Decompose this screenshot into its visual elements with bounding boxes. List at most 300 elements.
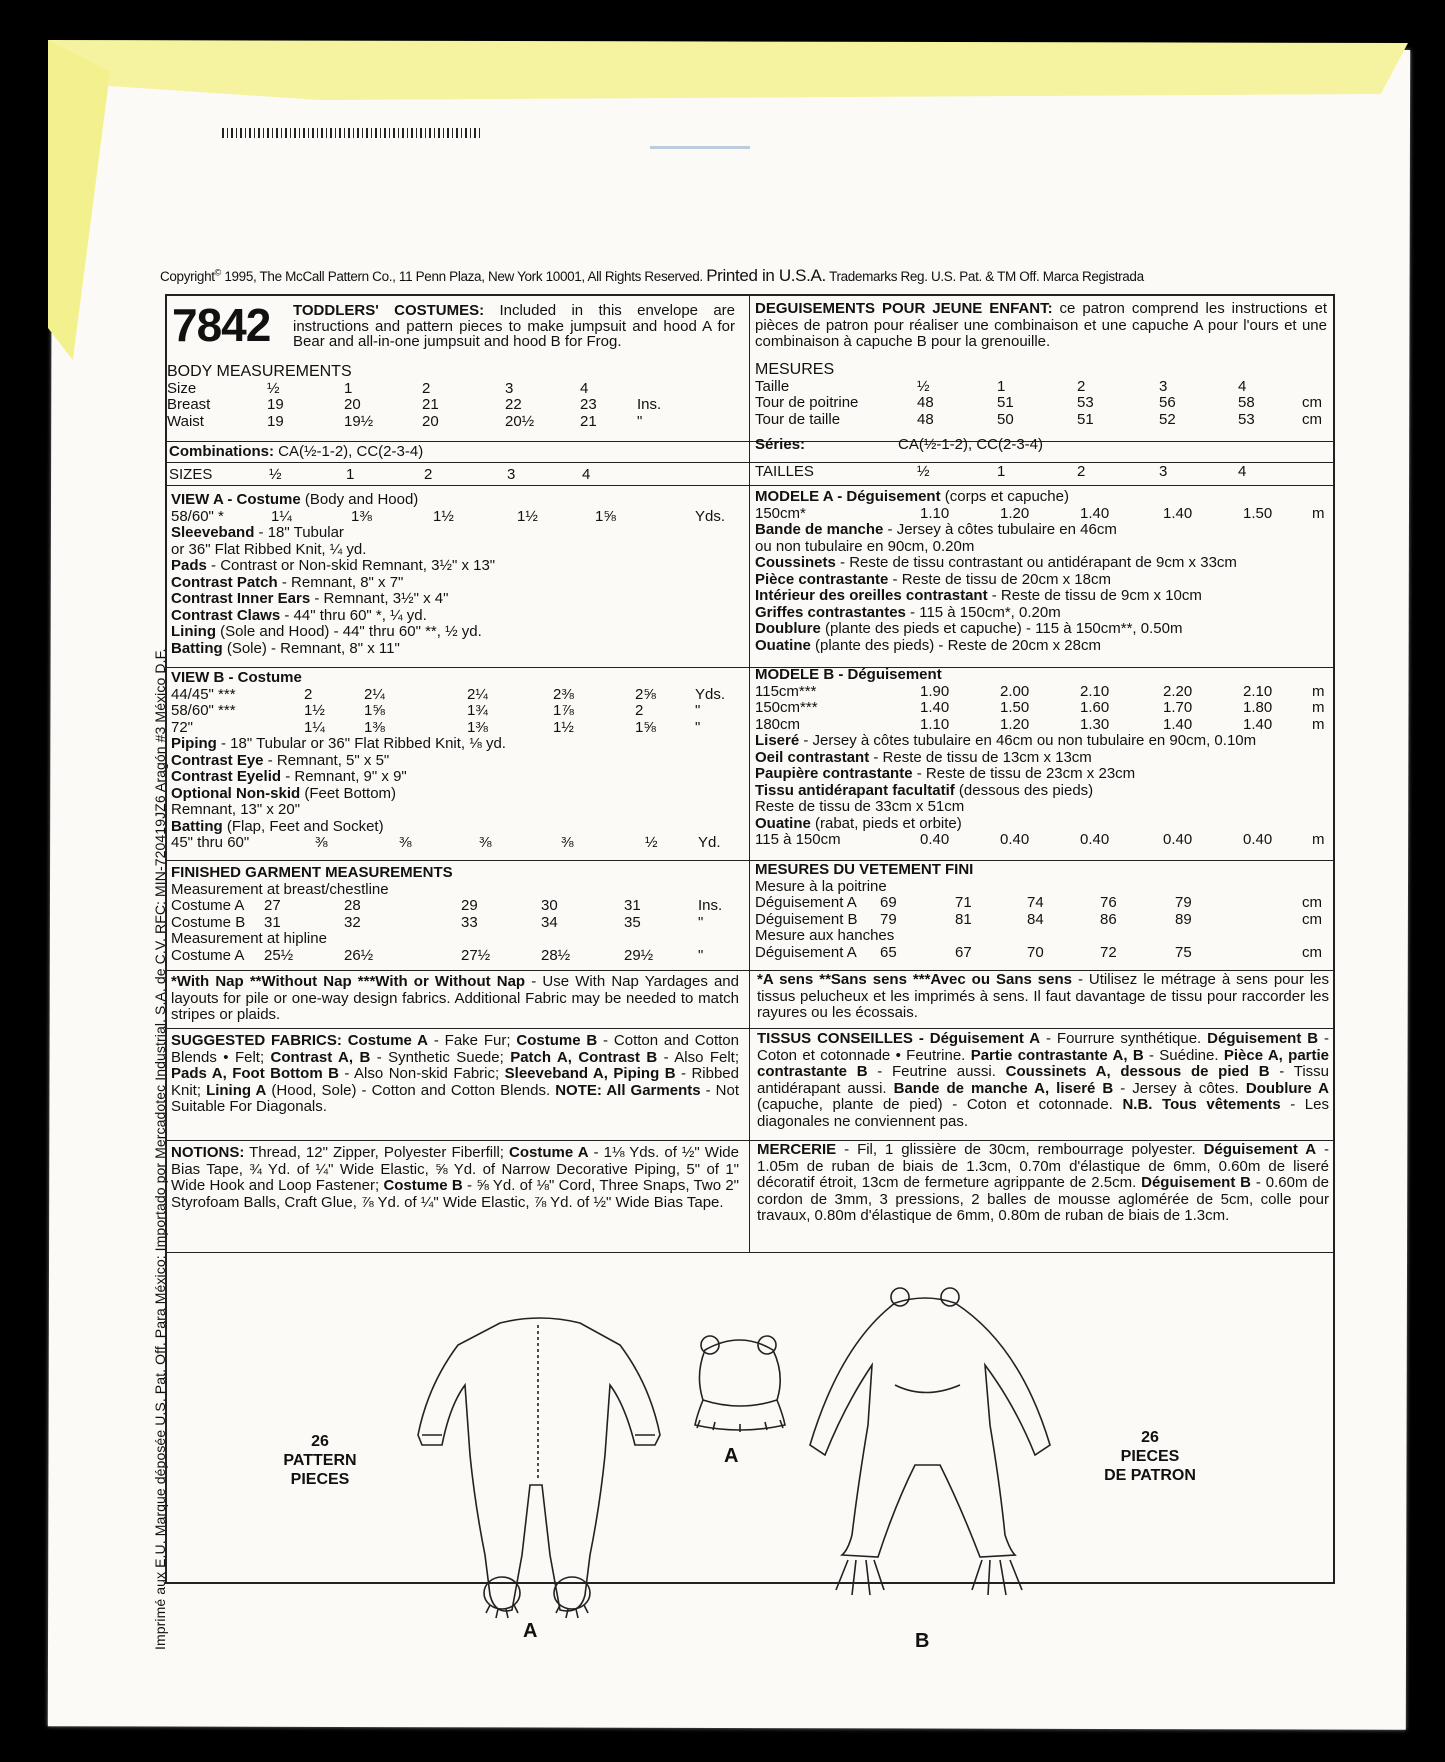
en-nap-bold: *With Nap **Without Nap ***With or Without Nap: [171, 973, 526, 990]
printed-in: Printed in U.S.A.: [706, 266, 826, 285]
table-row: [755, 832, 1330, 849]
en-finished-table2: [171, 948, 746, 965]
fr-modele-b-items: [755, 733, 1330, 832]
table-cell: Déguisement B: [755, 910, 858, 928]
requirement-text: Remnant, 13" x 20": [171, 801, 301, 818]
fr-mesures-label: MESURES: [755, 361, 835, 378]
requirement-line: [171, 591, 746, 608]
table-row: [171, 720, 746, 737]
table-row: [755, 700, 1330, 717]
requirement-line: [171, 819, 746, 836]
table-cell: 3: [1159, 377, 1168, 395]
rule: [165, 485, 1335, 486]
pieces-label-2: PIECES: [290, 1471, 350, 1488]
table-cell: 89: [1175, 910, 1192, 928]
bold-segment: SUGGESTED FABRICS: Costume A: [171, 1032, 428, 1049]
table-cell: 76: [1100, 894, 1117, 911]
bold-segment: Pads A, Foot Bottom B: [171, 1065, 339, 1082]
table-cell: Waist: [167, 412, 204, 430]
en-finished-title: FINISHED GARMENT MEASUREMENTS: [171, 864, 453, 881]
table-cell: Breast: [167, 396, 211, 413]
table-cell: 1.30: [1080, 715, 1110, 733]
table-cell: 3: [505, 379, 514, 397]
fr-modele-a-title: MODELE A - Déguisement: [755, 488, 941, 505]
en-view-b-batting: [171, 835, 746, 852]
text-segment: - Feutrine aussi.: [867, 1063, 1006, 1080]
table-cell: cm: [1302, 894, 1322, 911]
table-cell: 1⅝: [364, 702, 385, 719]
table-cell: Yds.: [695, 507, 726, 525]
table-cell: 51: [1077, 410, 1094, 428]
table-cell: 1⅜: [364, 718, 385, 736]
table-cell: Déguisement A: [755, 943, 857, 961]
bold-segment: N.B. Tous vêtements: [1122, 1096, 1281, 1113]
table-cell: 23: [580, 396, 597, 413]
requirement-label: Contrast Inner Ears: [171, 590, 311, 607]
requirement-line: [171, 786, 746, 803]
table-cell: 1: [997, 463, 1006, 480]
bold-segment: Déguisement A: [1203, 1141, 1317, 1158]
table-cell: 67: [955, 943, 972, 961]
requirement-text: - 18" Tubular: [254, 524, 344, 541]
text-segment: - Ribbed Knit;: [171, 1065, 739, 1099]
requirement-text: - Remnant, 8" x 7": [277, 573, 404, 591]
en-finished: [171, 865, 746, 964]
table-cell: 2: [424, 466, 433, 483]
en-combinations-label: Combinations:: [169, 443, 274, 460]
requirement-text: - Reste de tissu contrastant ou antidérapant de 9cm x 33cm: [835, 554, 1237, 571]
table-cell: 45" thru 60": [171, 834, 250, 851]
table-cell: Ins.: [637, 396, 662, 413]
bold-segment: Costume A: [509, 1144, 589, 1161]
en-nap-note: [171, 974, 739, 1024]
requirement-label: Lining: [171, 623, 216, 640]
table-cell: ⅜: [315, 834, 328, 851]
text-segment: - Also Felt;: [657, 1048, 740, 1066]
requirement-line: [755, 605, 1330, 622]
trademarks: Trademarks Reg. U.S. Pat. & TM Off. Marca Registrada: [829, 269, 1144, 284]
table-cell: 2¼: [467, 685, 488, 703]
bold-segment: Déguisement B: [1141, 1174, 1252, 1191]
fr-nap-text: - Utilisez le métrage à sens pour les tissus pelucheux et les imprimés à sens. Il faut davantage de tissu pour raccorder les rayures ou les écossais.: [757, 971, 1329, 1021]
table-cell: 52: [1159, 410, 1176, 428]
requirement-label: Contrast Patch: [171, 573, 278, 591]
view-a-label: A: [523, 1620, 538, 1642]
text-segment: - Suédine.: [1143, 1046, 1224, 1064]
requirement-line: [755, 572, 1330, 589]
table-cell: 1: [997, 377, 1006, 395]
requirement-line: [755, 638, 1330, 655]
table-cell: m: [1312, 504, 1325, 522]
table-cell: 30: [541, 897, 558, 914]
requirement-label: Doublure: [755, 620, 821, 637]
table-cell: ½: [917, 463, 930, 480]
fr-finished-title: MESURES DU VETEMENT FINI: [755, 861, 974, 878]
table-cell: TAILLES: [755, 463, 814, 480]
requirement-line: [171, 736, 746, 753]
fr-finished-sub2: Mesure aux hanches: [755, 927, 895, 944]
text-segment: - 1.05m de ruban de biais de 1.3cm, 0.70m d'élastique de 6mm, 0.60m de liseré décoratif étroit, 13cm de fermeture agrippante de 2.5cm.: [757, 1141, 1329, 1191]
fr-finished: [755, 862, 1330, 961]
requirement-label: Tissu antidérapant facultatif: [755, 781, 955, 799]
fr-tissus-conseilles: [757, 1031, 1329, 1130]
table-cell: 19: [267, 412, 284, 430]
fr-modele-b: [755, 667, 1330, 849]
requirement-text: ou non tubulaire en 90cm, 0.20m: [755, 537, 975, 555]
en-finished-table1: [171, 898, 746, 931]
table-cell: 1½: [553, 718, 574, 736]
table-cell: 79: [880, 910, 897, 928]
table-cell: 29: [461, 897, 478, 914]
requirement-line: [171, 558, 746, 575]
copyright-line: Copyright© 1995, The McCall Pattern Co., 11 Penn Plaza, New York 10001, All Rights Reserved. Printed in U.S.A. Trademarks Reg. U.S. Pat. & TM Off. Marca Registrada: [160, 266, 1144, 285]
table-cell: cm: [1302, 943, 1322, 961]
requirement-line: [171, 525, 746, 542]
requirement-label: Batting: [171, 639, 223, 657]
requirement-label: Batting: [171, 817, 223, 835]
table-cell: 72: [1100, 943, 1117, 961]
table-cell: 44/45" ***: [171, 685, 236, 703]
table-row: [755, 945, 1330, 962]
table-cell: 1.70: [1163, 699, 1193, 716]
table-cell: 21: [422, 396, 439, 413]
text-segment: - 1⅛ Yds. of ½" Wide Bias Tape, ¾ Yd. of ¼" Wide Elastic, ⅝ Yd. of Narrow Decorative Piping, 5" of 1" Wide Hook and Loop Fastener;: [171, 1144, 739, 1194]
table-cell: 75: [1175, 943, 1192, 961]
pieces-label-fr-2: DE PATRON: [1104, 1467, 1196, 1484]
table-cell: 20: [422, 412, 439, 430]
fr-mesures: [755, 362, 1330, 428]
bold-segment: Contrast A, B: [270, 1048, 371, 1066]
table-cell: 1½: [517, 507, 538, 525]
table-row: [167, 414, 742, 431]
en-notions: [171, 1145, 739, 1211]
table-cell: 1.60: [1080, 699, 1110, 716]
pieces-label-fr-1: PIECES: [1120, 1448, 1180, 1465]
en-view-a-items: [171, 525, 746, 657]
table-cell: Taille: [755, 377, 790, 395]
table-cell: cm: [1302, 394, 1322, 411]
table-row: [167, 397, 742, 414]
table-cell: ⅜: [399, 834, 412, 851]
table-cell: 72": [171, 718, 194, 736]
requirement-label: Oeil contrastant: [755, 748, 870, 766]
table-cell: Tour de taille: [755, 410, 841, 428]
table-cell: Costume A: [171, 897, 245, 914]
en-body-table: [167, 381, 742, 431]
table-cell: 4: [580, 379, 589, 397]
table-cell: 20½: [505, 412, 535, 430]
requirement-text: - Reste de tissu de 20cm x 18cm: [888, 570, 1111, 588]
bold-segment: TISSUS CONSEILLES - Déguisement A: [757, 1030, 1041, 1047]
requirement-label: Contrast Eyelid: [171, 768, 282, 785]
table-cell: ": [698, 913, 704, 931]
fr-nap-bold: *A sens **Sans sens ***Avec ou Sans sens: [757, 971, 1072, 988]
table-cell: 81: [955, 910, 972, 928]
bold-segment: Doublure A: [1245, 1079, 1329, 1097]
requirement-label: Liseré: [755, 732, 800, 749]
table-cell: 1⅝: [635, 718, 656, 736]
view-b-label: B: [915, 1630, 930, 1652]
table-row: [171, 898, 746, 915]
fr-modele-b-batting: [755, 832, 1330, 849]
table-cell: 50: [997, 410, 1014, 428]
fr-finished-sub1: Mesure à la poitrine: [755, 877, 887, 895]
en-view-b: [171, 670, 746, 852]
fr-finished-table2: [755, 945, 1330, 962]
requirement-label: Paupière contrastante: [755, 765, 913, 782]
requirement-line: [755, 539, 1330, 556]
en-suggested-fabrics: [171, 1033, 739, 1116]
side-import-text: Imprimé aux E.U. Marque déposée U.S. Pat. Off. Para México: Importado por Mercadotec Industrial, S.A. de C.V. RFC: MIN-720419JZ6 Aragón #3 México D.F.: [152, 648, 168, 1650]
table-cell: ⅜: [561, 834, 574, 851]
table-row: [171, 509, 746, 526]
fr-title-bold: DEGUISEMENTS POUR JEUNE ENFANT:: [755, 300, 1053, 317]
requirement-label: Bande de manche: [755, 521, 884, 538]
table-cell: m: [1312, 831, 1325, 848]
en-view-b-yardage: [171, 687, 746, 737]
requirement-line: [171, 608, 746, 625]
table-cell: 2: [1077, 377, 1086, 395]
text-segment: - Fil, 1 glissière de 30cm, rembourrage polyester.: [836, 1141, 1204, 1158]
table-cell: 150cm*: [755, 504, 806, 522]
yellow-tape: [48, 40, 1408, 100]
requirement-text: (plante des pieds et capuche) - 115 à 150cm**, 0.50m: [820, 620, 1183, 637]
en-body-measurements: [167, 364, 742, 430]
requirement-line: [755, 766, 1330, 783]
en-view-a-yardage: [171, 509, 746, 526]
table-cell: ½: [917, 377, 930, 395]
fr-tailles-row: [755, 464, 1330, 481]
table-cell: 1¾: [467, 702, 488, 719]
text-segment: - Tissu antidérapant aussi.: [757, 1063, 1329, 1097]
table-cell: 1.50: [1243, 504, 1273, 522]
text-segment: - 0.60m de cordon de 3mm, 3 pressions, 2 balles de mousse aglomérée de 5cm, colle pour travaux, 0.80m d'élastique de 6mm, 0.80m de ruban de biais de 1.3cm.: [757, 1174, 1329, 1224]
table-cell: 58: [1238, 394, 1255, 411]
pattern-pieces-fr: [1090, 1428, 1210, 1485]
requirement-line: [171, 575, 746, 592]
column-divider: [749, 294, 750, 1252]
requirement-line: [755, 750, 1330, 767]
fr-modele-a-sub: (corps et capuche): [940, 488, 1069, 505]
requirement-line: [171, 802, 746, 819]
requirement-line: [755, 816, 1330, 833]
table-cell: 1½: [304, 702, 325, 719]
bold-segment: Pièce A, partie contrastante B: [757, 1046, 1330, 1080]
table-cell: 1.80: [1243, 699, 1273, 716]
bold-segment: NOTE: All Garments: [555, 1081, 701, 1099]
table-cell: ": [695, 718, 701, 736]
table-cell: Ins.: [698, 897, 723, 914]
requirement-line: [755, 555, 1330, 572]
table-cell: Yds.: [695, 685, 726, 703]
requirement-text: - 44" thru 60" *, ¼ yd.: [280, 606, 427, 624]
fr-mercerie: [757, 1142, 1329, 1225]
table-cell: 1⅝: [595, 507, 616, 525]
requirement-label: Contrast Eye: [171, 751, 264, 769]
table-cell: Costume B: [171, 913, 246, 931]
en-combinations: [169, 444, 744, 461]
table-cell: m: [1312, 699, 1325, 716]
fr-finished-table1: [755, 895, 1330, 928]
requirement-line: [755, 783, 1330, 800]
bold-segment: Patch A, Contrast B: [510, 1048, 658, 1066]
requirement-text: (dessous des pieds): [954, 781, 1094, 799]
table-cell: 0.40: [920, 831, 950, 848]
text-segment: - Also Non-skid Fabric;: [338, 1065, 505, 1082]
text-segment: (capuche, plante de pied) - Coton et cotonnade.: [757, 1096, 1123, 1113]
bold-segment: Costume B: [383, 1177, 463, 1194]
table-cell: 1.20: [1000, 715, 1030, 733]
table-cell: 2: [422, 379, 431, 397]
requirement-line: [171, 624, 746, 641]
table-cell: 53: [1077, 394, 1094, 411]
table-cell: 1½: [433, 507, 454, 525]
table-cell: 35: [624, 913, 641, 931]
table-cell: ": [695, 702, 701, 719]
requirement-text: (Feet Bottom): [300, 784, 397, 802]
text-segment: - Les diagonales ne conviennent pas.: [757, 1096, 1329, 1130]
requirement-line: [171, 542, 746, 559]
text-segment: (Hood, Sole) - Cotton and Cotton Blends.: [266, 1081, 556, 1099]
table-cell: 4: [1238, 377, 1247, 395]
table-cell: cm: [1302, 910, 1322, 928]
requirement-label: Coussinets: [755, 554, 836, 571]
table-cell: 1.20: [1000, 504, 1030, 522]
table-cell: ": [698, 946, 704, 964]
table-row: [755, 717, 1330, 734]
requirement-text: - Remnant, 5" x 5": [263, 751, 390, 769]
bold-segment: Lining A: [206, 1081, 267, 1099]
table-row: [171, 948, 746, 965]
table-cell: 70: [1027, 943, 1044, 961]
pieces-label-1: PATTERN: [283, 1452, 357, 1469]
fr-modele-a: [755, 489, 1330, 654]
text-segment: - Synthetic Suede;: [370, 1048, 511, 1066]
table-cell: 1.90: [920, 682, 950, 700]
requirement-label: Intérieur des oreilles contrastant: [755, 587, 988, 604]
en-title: [293, 303, 735, 350]
table-cell: 2.10: [1080, 682, 1110, 700]
table-cell: 2⅝: [635, 685, 656, 703]
pattern-pieces-en: [270, 1432, 370, 1489]
table-cell: 115cm***: [755, 682, 817, 700]
table-cell: 26½: [344, 946, 374, 964]
table-cell: Size: [167, 379, 197, 397]
frog-costume-drawing: [800, 1285, 1060, 1625]
text-segment: - Jersey à côtes.: [1113, 1079, 1246, 1097]
table-cell: SIZES: [169, 466, 213, 483]
copyright-text: 1995, The McCall Pattern Co., 11 Penn Plaza, New York 10001, All Rights Reserved.: [224, 269, 703, 284]
table-cell: 48: [917, 410, 934, 428]
requirement-line: [171, 753, 746, 770]
en-finished-sub2: Measurement at hipline: [171, 930, 327, 947]
requirement-label: Pièce contrastante: [755, 570, 889, 588]
requirement-label: Piping: [171, 735, 217, 752]
en-view-a: [171, 492, 746, 657]
table-row: [755, 464, 1330, 481]
requirement-line: [171, 769, 746, 786]
table-row: [755, 895, 1330, 912]
table-cell: 71: [955, 894, 972, 911]
table-cell: 27½: [461, 946, 491, 964]
en-view-b-title: VIEW B - Costume: [171, 669, 302, 686]
table-cell: 1.50: [1000, 699, 1030, 716]
table-cell: m: [1312, 715, 1325, 733]
table-cell: 1.40: [920, 699, 950, 716]
requirement-text: - Remnant, 3½" x 4": [310, 590, 449, 607]
requirement-text: (plante des pieds) - Reste de 20cm x 28cm: [810, 636, 1101, 654]
requirement-line: [755, 799, 1330, 816]
text-segment: - Not Suitable For Diagonals.: [171, 1081, 739, 1115]
table-row: [171, 687, 746, 704]
text-segment: - ⅝ Yd. of ⅛" Cord, Three Snaps, Two 2" Styrofoam Balls, Craft Glue, ⅞ Yd. of ¼" Wide Elastic, ⅞ Yd. of ½" Wide Bias Tape.: [171, 1177, 739, 1211]
requirement-text: - Reste de tissu de 9cm x 10cm: [987, 587, 1202, 604]
bold-segment: MERCERIE: [757, 1141, 837, 1158]
table-cell: 19: [267, 396, 284, 413]
table-cell: 32: [344, 913, 361, 931]
table-cell: 25½: [264, 946, 294, 964]
table-cell: 1⅞: [553, 702, 574, 719]
bold-segment: Costume B: [516, 1032, 598, 1049]
table-cell: 0.40: [1243, 831, 1273, 848]
table-cell: 27: [264, 897, 281, 914]
table-cell: 1⅜: [351, 507, 372, 525]
faded-mark: [650, 146, 750, 149]
table-cell: ½: [645, 834, 658, 851]
fr-title: [755, 301, 1327, 351]
table-cell: 34: [541, 913, 558, 931]
table-cell: 19½: [344, 412, 374, 430]
requirement-text: or 36" Flat Ribbed Knit, ¼ yd.: [171, 540, 367, 558]
table-cell: m: [1312, 682, 1325, 700]
requirement-line: [755, 733, 1330, 750]
table-cell: 4: [582, 466, 591, 483]
requirement-text: Reste de tissu de 33cm x 51cm: [755, 798, 965, 815]
en-finished-sub1: Measurement at breast/chestline: [171, 880, 389, 898]
table-cell: 58/60" *: [171, 507, 224, 525]
rule: [165, 1252, 1335, 1253]
fr-series: [755, 437, 1330, 454]
table-cell: ½: [267, 379, 280, 397]
fr-modele-a-items: [755, 522, 1330, 654]
table-cell: 1: [346, 466, 355, 483]
table-cell: 2⅜: [553, 685, 574, 703]
table-cell: ": [637, 412, 643, 430]
table-cell: 4: [1238, 463, 1247, 480]
table-cell: 56: [1159, 394, 1176, 411]
table-cell: Tour de poitrine: [755, 394, 859, 411]
table-cell: Yd.: [698, 834, 721, 851]
requirement-label: Pads: [171, 557, 207, 574]
table-cell: 2.00: [1000, 682, 1030, 700]
bold-segment: Bande de manche A, liseré B: [893, 1079, 1114, 1097]
copyright-label: Copyright: [160, 269, 215, 284]
bold-segment: Sleeveband A, Piping B: [504, 1065, 676, 1082]
table-row: [755, 412, 1330, 429]
table-row: [755, 395, 1330, 412]
table-cell: 84: [1027, 910, 1044, 928]
requirement-label: Ouatine: [755, 814, 811, 832]
requirement-text: - Jersey à côtes tubulaire en 46cm ou non tubulaire en 90cm, 0.10m: [799, 732, 1257, 749]
pieces-count-fr: 26: [1141, 1429, 1159, 1446]
table-cell: ⅜: [479, 834, 492, 851]
en-nap-text: - Use With Nap Yardages and layouts for pile or one-way design fabrics. Additional Fabric may be needed to match stripes or plaids.: [171, 973, 739, 1023]
table-cell: 1¼: [271, 507, 292, 525]
bold-segment: NOTIONS:: [171, 1144, 245, 1161]
table-cell: 22: [505, 396, 522, 413]
table-cell: 150cm***: [755, 699, 818, 716]
table-row: [171, 835, 746, 852]
